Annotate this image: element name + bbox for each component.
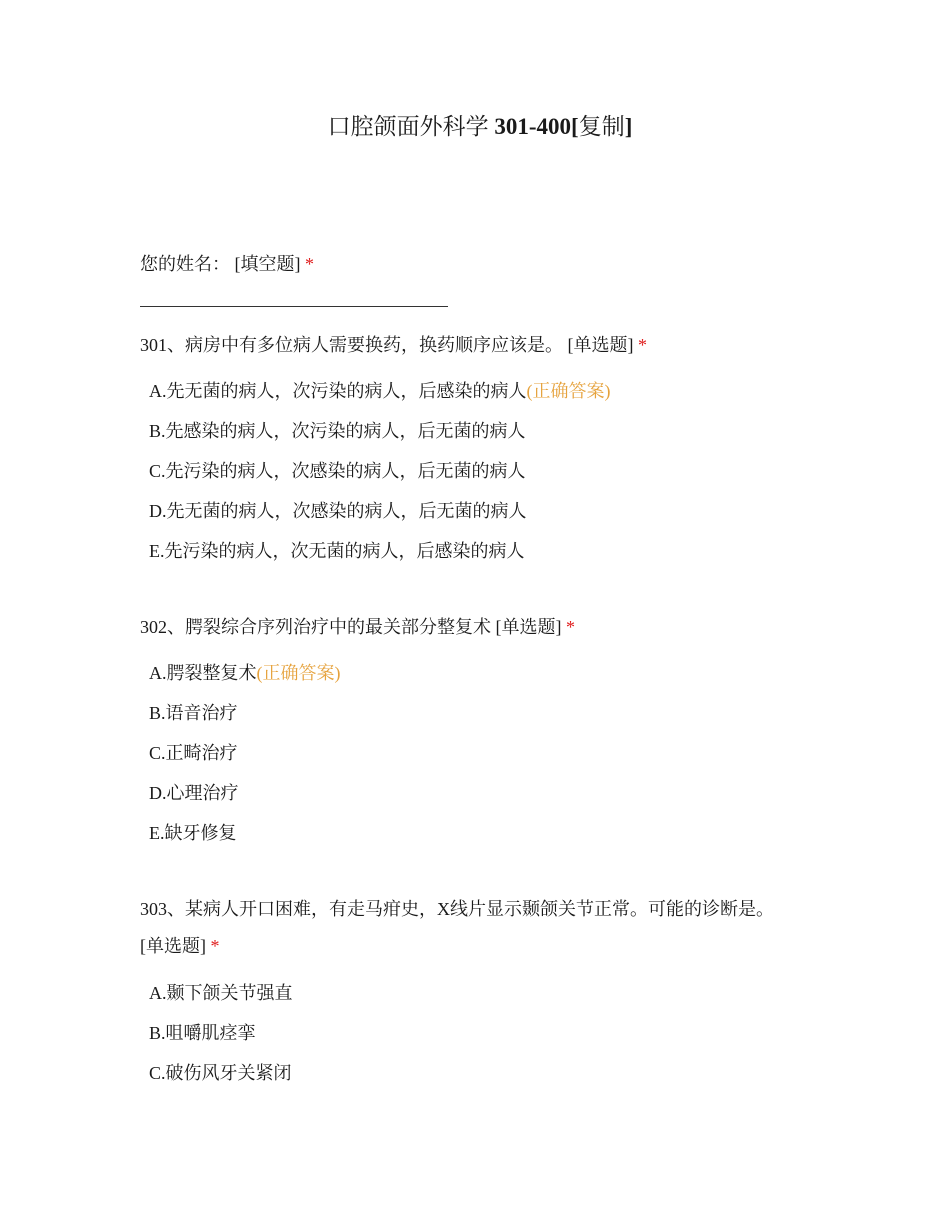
option-text: E.缺牙修复 — [149, 823, 237, 843]
option-302-d[interactable] — [149, 781, 239, 805]
question-303-type-line — [140, 934, 220, 958]
question-text: 302、腭裂综合序列治疗中的最关部分整复术 — [140, 617, 491, 637]
question-text: 301、病房中有多位病人需要换药，换药顺序应该是。 — [140, 335, 563, 355]
option-text: C.先污染的病人，次感染的病人，后无菌的病人 — [149, 461, 526, 481]
option-text: A.先无菌的病人，次污染的病人，后感染的病人 — [149, 381, 527, 401]
option-301-a[interactable] — [149, 379, 611, 403]
title-prefix: 口腔颌面外科学 — [327, 114, 489, 139]
option-302-c[interactable] — [149, 741, 238, 765]
option-303-b[interactable] — [149, 1021, 256, 1045]
option-301-b[interactable] — [149, 419, 526, 443]
option-text: E.先污染的病人，次无菌的病人，后感染的病人 — [149, 541, 525, 561]
question-text: 303、某病人开口困难，有走马疳史，X线片显示颞颌关节正常。可能的诊断是。 — [140, 899, 774, 919]
name-question — [140, 252, 314, 276]
option-text: A.腭裂整复术 — [149, 663, 257, 683]
name-input-line[interactable] — [140, 306, 448, 307]
title-bracket: ] — [624, 114, 633, 139]
option-301-c[interactable] — [149, 459, 526, 483]
option-text: D.先无菌的病人，次感染的病人，后无菌的病人 — [149, 501, 527, 521]
title-range: 301-400[ — [494, 114, 579, 139]
option-text: C.正畸治疗 — [149, 743, 238, 763]
question-type: [单选题] — [567, 335, 634, 355]
option-text: C.破伤风牙关紧闭 — [149, 1063, 292, 1083]
option-text: D.心理治疗 — [149, 783, 239, 803]
page-title — [0, 112, 950, 142]
option-303-c[interactable] — [149, 1061, 292, 1085]
option-302-b[interactable] — [149, 701, 238, 725]
required-mark: * — [638, 335, 647, 355]
question-301 — [140, 333, 647, 357]
option-text: B.咀嚼肌痉挛 — [149, 1023, 256, 1043]
correct-answer-label: (正确答案) — [526, 381, 611, 401]
required-mark: * — [210, 936, 220, 956]
option-303-a[interactable] — [149, 981, 293, 1005]
required-mark: * — [566, 617, 575, 637]
title-copy: 复制 — [578, 114, 625, 139]
option-text: B.语音治疗 — [149, 703, 238, 723]
question-type: [填空题] — [234, 254, 301, 274]
question-303 — [140, 897, 774, 921]
correct-answer-label: (正确答案) — [256, 663, 341, 683]
question-type: [单选题] — [495, 617, 562, 637]
option-302-e[interactable] — [149, 821, 237, 845]
required-mark: * — [305, 254, 314, 274]
option-text: B.先感染的病人，次污染的病人，后无菌的病人 — [149, 421, 526, 441]
option-301-e[interactable] — [149, 539, 525, 563]
question-type: [单选题] — [140, 936, 206, 956]
question-302 — [140, 615, 575, 639]
name-label: 您的姓名： — [140, 254, 230, 274]
option-text: A.颞下颌关节强直 — [149, 983, 293, 1003]
option-301-d[interactable] — [149, 499, 527, 523]
option-302-a[interactable] — [149, 661, 341, 685]
